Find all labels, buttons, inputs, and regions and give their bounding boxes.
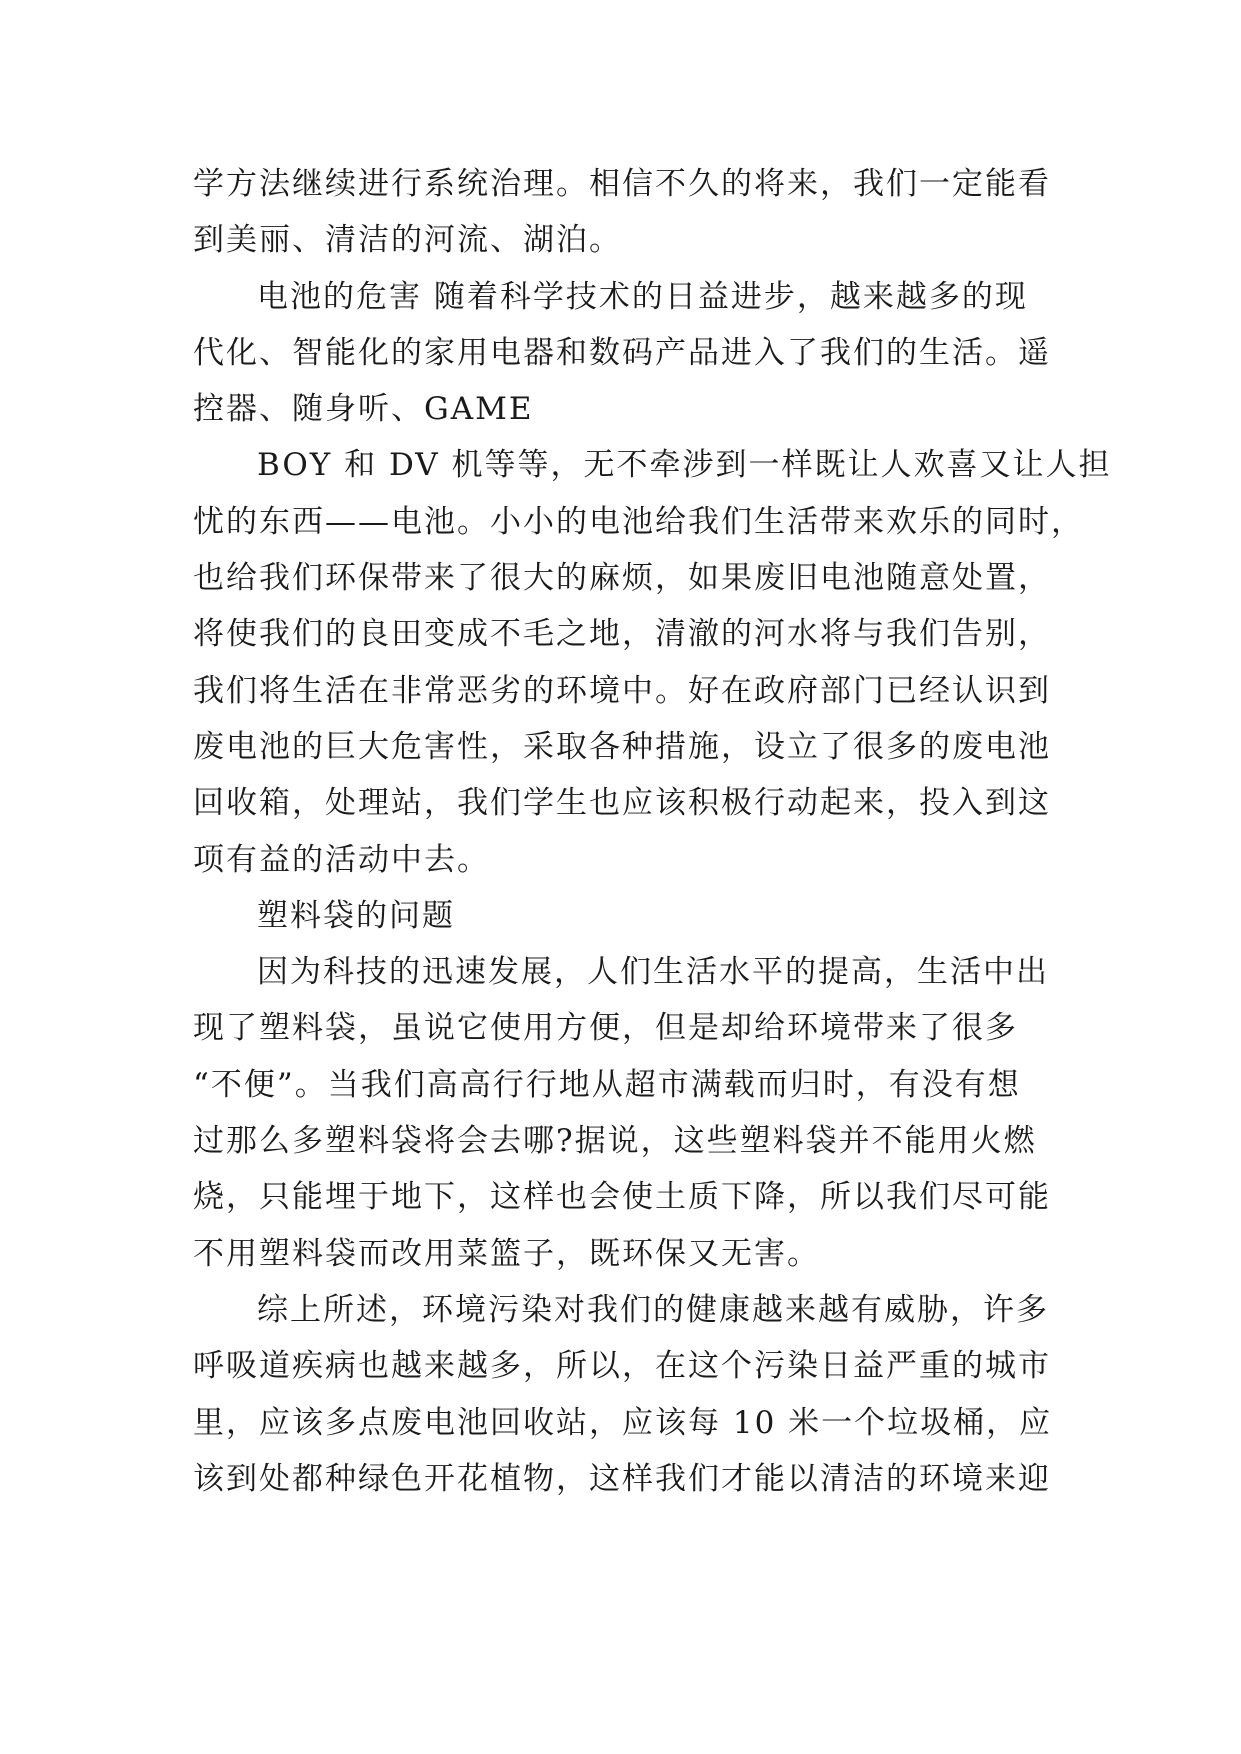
text-line: 回收箱，处理站，我们学生也应该积极行动起来，投入到这 xyxy=(193,785,1051,822)
body-text xyxy=(193,156,1112,1507)
text-line: 综上所述，环境污染对我们的健康越来越有威胁，许多 xyxy=(257,1291,1049,1328)
text-line: 到美丽、清洁的河流、湖泊。 xyxy=(193,222,622,259)
paragraph xyxy=(193,888,1073,944)
paragraph xyxy=(193,269,1073,438)
text-line: 代化、智能化的家用电器和数码产品进入了我们的生活。遥 xyxy=(193,334,1051,371)
paragraph xyxy=(193,156,1073,269)
text-line: 学方法继续进行系统治理。相信不久的将来，我们一定能看 xyxy=(193,166,1051,202)
text-line: 呼吸道疾病也越来越多，所以，在这个污染日益严重的城市 xyxy=(193,1348,1051,1385)
text-line: 项有益的活动中去。 xyxy=(193,841,490,878)
text-line: 现了塑料袋，虽说它使用方便，但是却给环境带来了很多 xyxy=(193,1010,1018,1047)
text-line: 塑料袋的问题 xyxy=(257,897,455,934)
text-line: 我们将生活在非常恶劣的环境中。好在政府部门已经认识到 xyxy=(193,672,1051,709)
text-line: 烧，只能埋于地下，这样也会使土质下降，所以我们尽可能 xyxy=(193,1179,1051,1216)
text-line: 不用塑料袋而改用菜篮子，既环保又无害。 xyxy=(193,1235,820,1272)
text-line: 控器、随身听、GAME xyxy=(193,391,534,428)
text-line: 忧的东西——电池。小小的电池给我们生活带来欢乐的同时， xyxy=(193,503,1084,540)
paragraph xyxy=(193,437,1112,887)
text-line: 该到处都种绿色开花植物，这样我们才能以清洁的环境来迎 xyxy=(193,1460,1051,1497)
text-line: 电池的危害 随着科学技术的日益进步，越来越多的现 xyxy=(257,278,1028,315)
text-line: 将使我们的良田变成不毛之地，清澈的河水将与我们告别， xyxy=(193,616,1051,653)
text-line: 过那么多塑料袋将会去哪?据说，这些塑料袋并不能用火燃 xyxy=(193,1123,1037,1160)
text-line: BOY 和 DV 机等等，无不牵涉到一样既让人欢喜又让人担 xyxy=(257,447,1112,484)
paragraph xyxy=(193,1282,1073,1507)
text-line: 废电池的巨大危害性，采取各种措施，设立了很多的废电池 xyxy=(193,728,1051,765)
text-line: 里，应该多点废电池回收站，应该每 10 米一个垃圾桶，应 xyxy=(193,1404,1053,1441)
paragraph xyxy=(193,944,1073,1282)
text-line: “不便”。当我们高高行行地从超市满载而归时，有没有想 xyxy=(193,1066,1021,1103)
text-line: 因为科技的迅速发展，人们生活水平的提高，生活中出 xyxy=(257,954,1049,991)
text-line: 也给我们环保带来了很大的麻烦，如果废旧电池随意处置， xyxy=(193,560,1051,597)
